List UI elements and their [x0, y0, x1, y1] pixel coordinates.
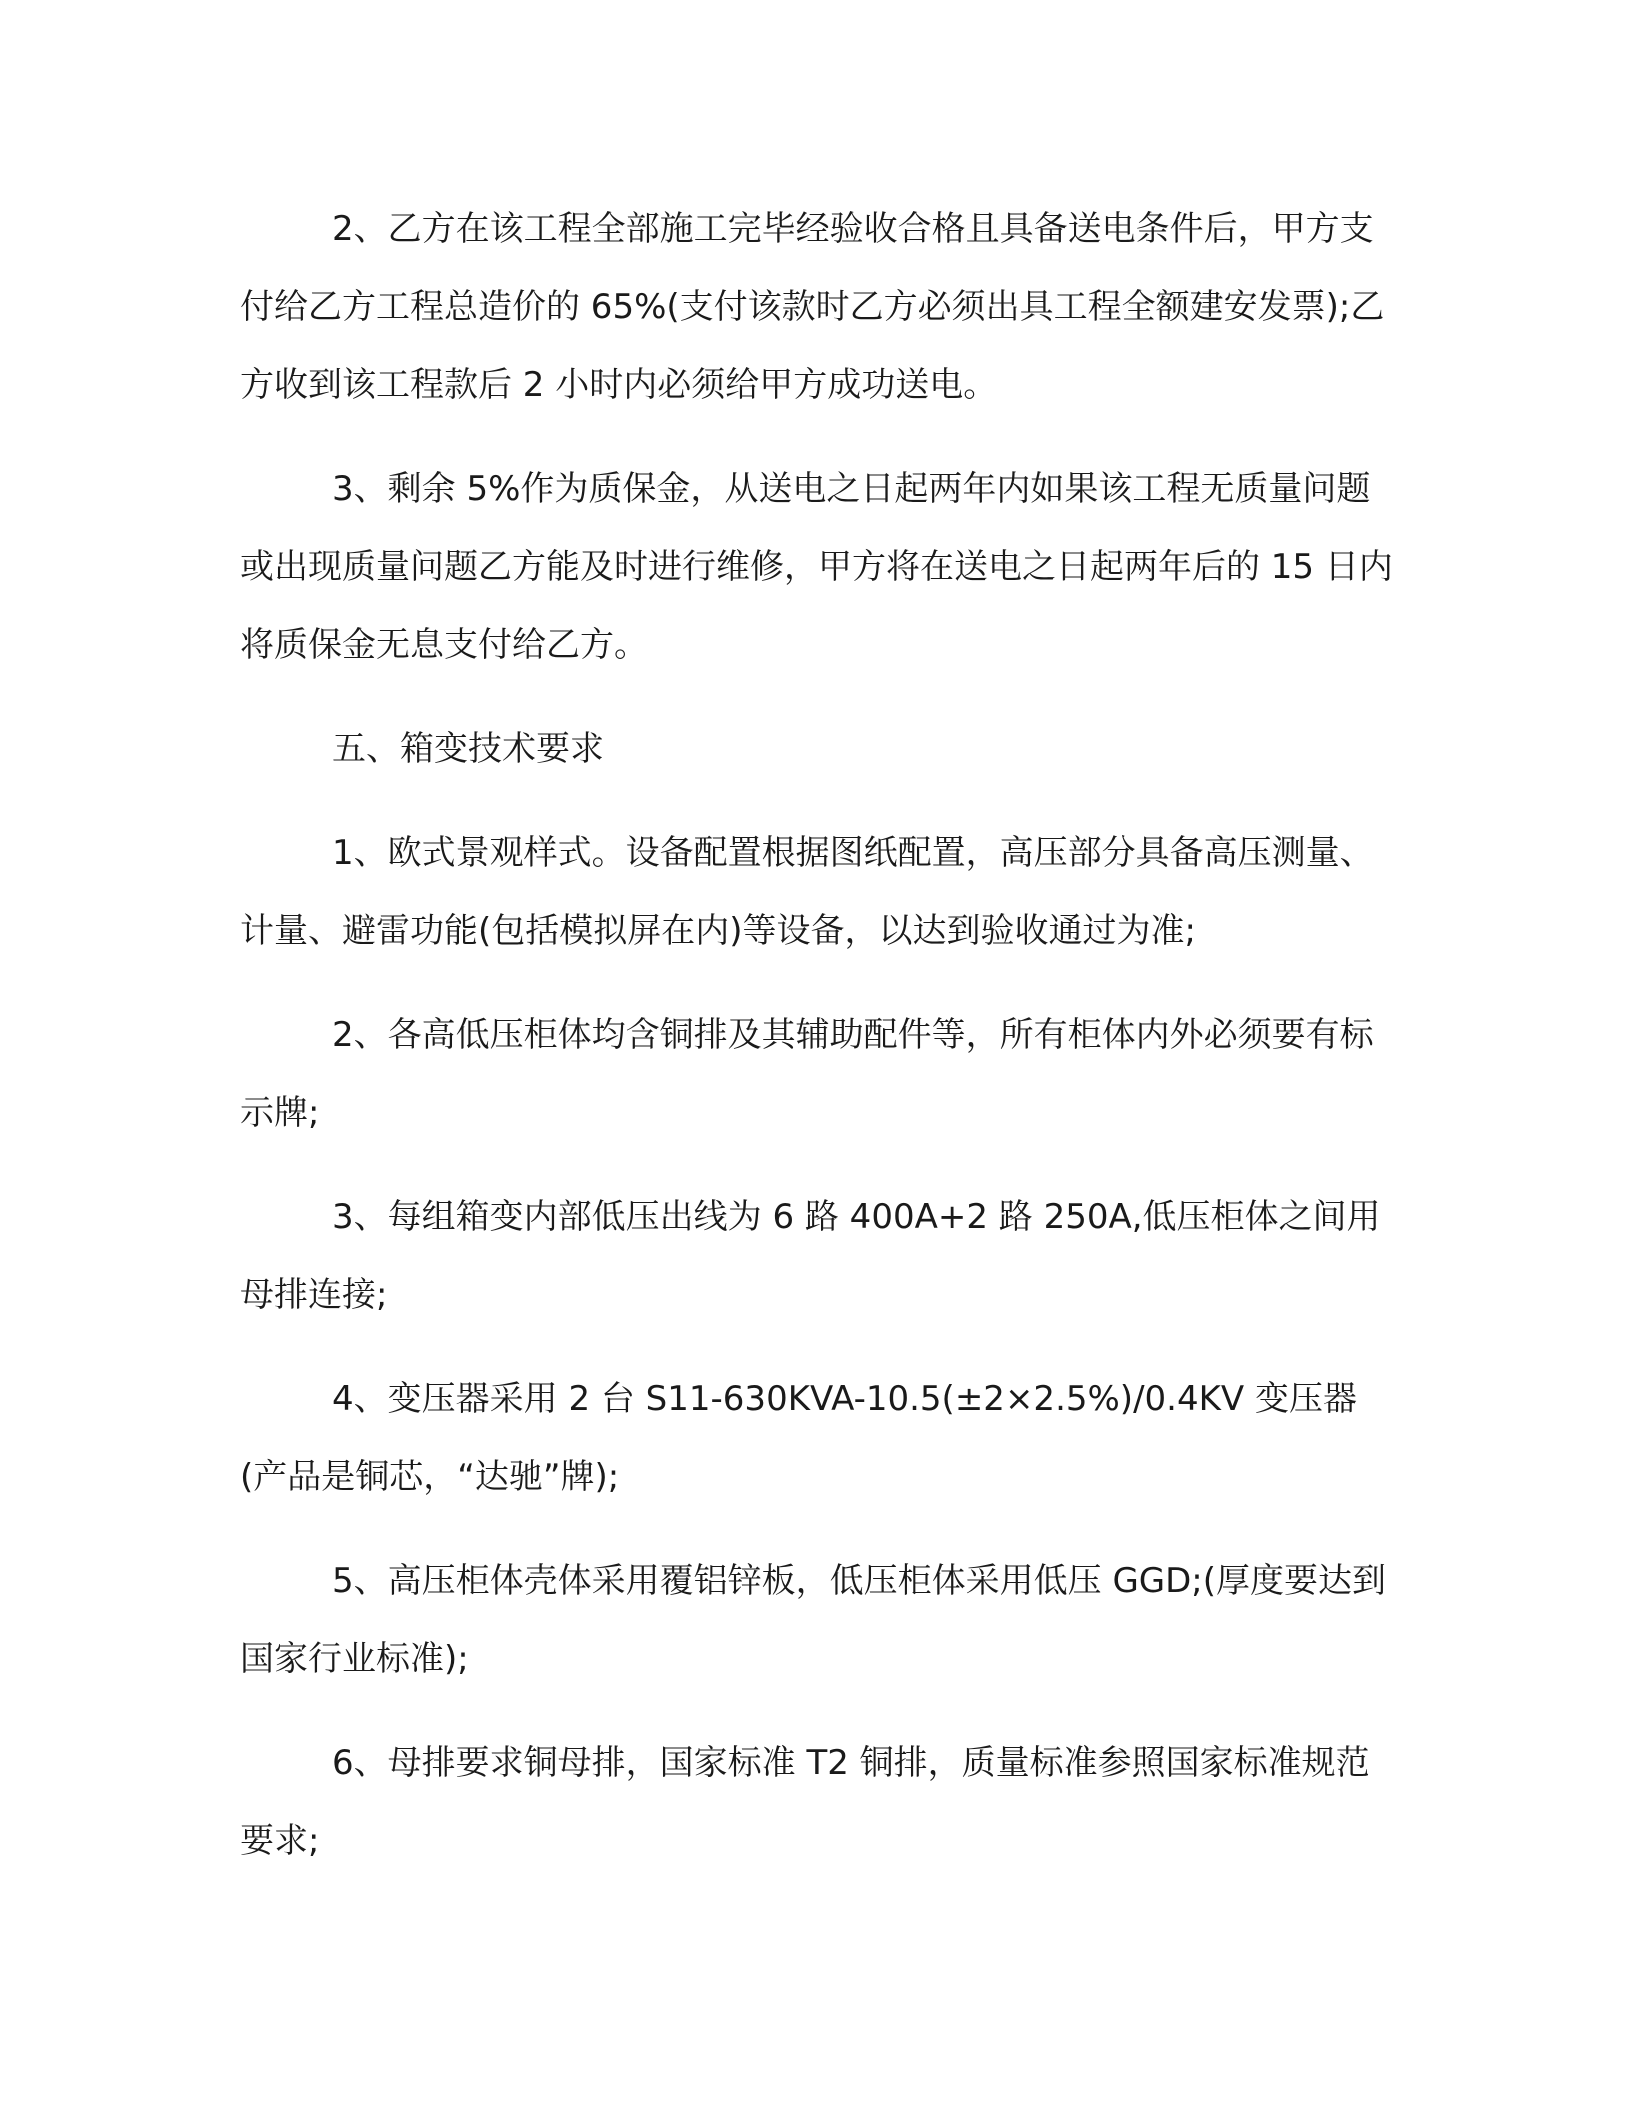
paragraph-payment-65: 2、乙方在该工程全部施工完毕经验收合格且具备送电条件后，甲方支付给乙方工程总造价的 65%(支付该款时乙方必须出具工程全额建安发票);乙方收到该工程款后 2 小时内必须给甲方成功送电。 — [240, 209, 1385, 405]
paragraph-tech-req-4: 4、变压器采用 2 台 S11-630KVA-10.5(±2×2.5%)/0.4KV 变压器(产品是铜芯，“达驰”牌); — [240, 1379, 1357, 1497]
section-heading-box-transformer: 五、箱变技术要求 — [332, 729, 604, 769]
paragraph-tech-req-6: 6、母排要求铜母排，国家标准 T2 铜排，质量标准参照国家标准规范要求; — [240, 1743, 1370, 1861]
paragraph-warranty-5: 3、剩余 5%作为质保金，从送电之日起两年内如果该工程无质量问题或出现质量问题乙方能及时进行维修，甲方将在送电之日起两年后的 15 日内将质保金无息支付给乙方。 — [240, 469, 1393, 665]
paragraph-tech-req-2: 2、各高低压柜体均含铜排及其辅助配件等，所有柜体内外必须要有标示牌; — [240, 1015, 1374, 1133]
paragraph-tech-req-3: 3、每组箱变内部低压出线为 6 路 400A+2 路 250A,低压柜体之间用母排连接; — [240, 1197, 1381, 1315]
document-body — [240, 190, 1400, 1906]
paragraph-tech-req-5: 5、高压柜体壳体采用覆铝锌板，低压柜体采用低压 GGD;(厚度要达到国家行业标准); — [240, 1561, 1387, 1679]
paragraph-tech-req-1: 1、欧式景观样式。设备配置根据图纸配置，高压部分具备高压测量、计量、避雷功能(包括模拟屏在内)等设备，以达到验收通过为准; — [240, 833, 1374, 951]
